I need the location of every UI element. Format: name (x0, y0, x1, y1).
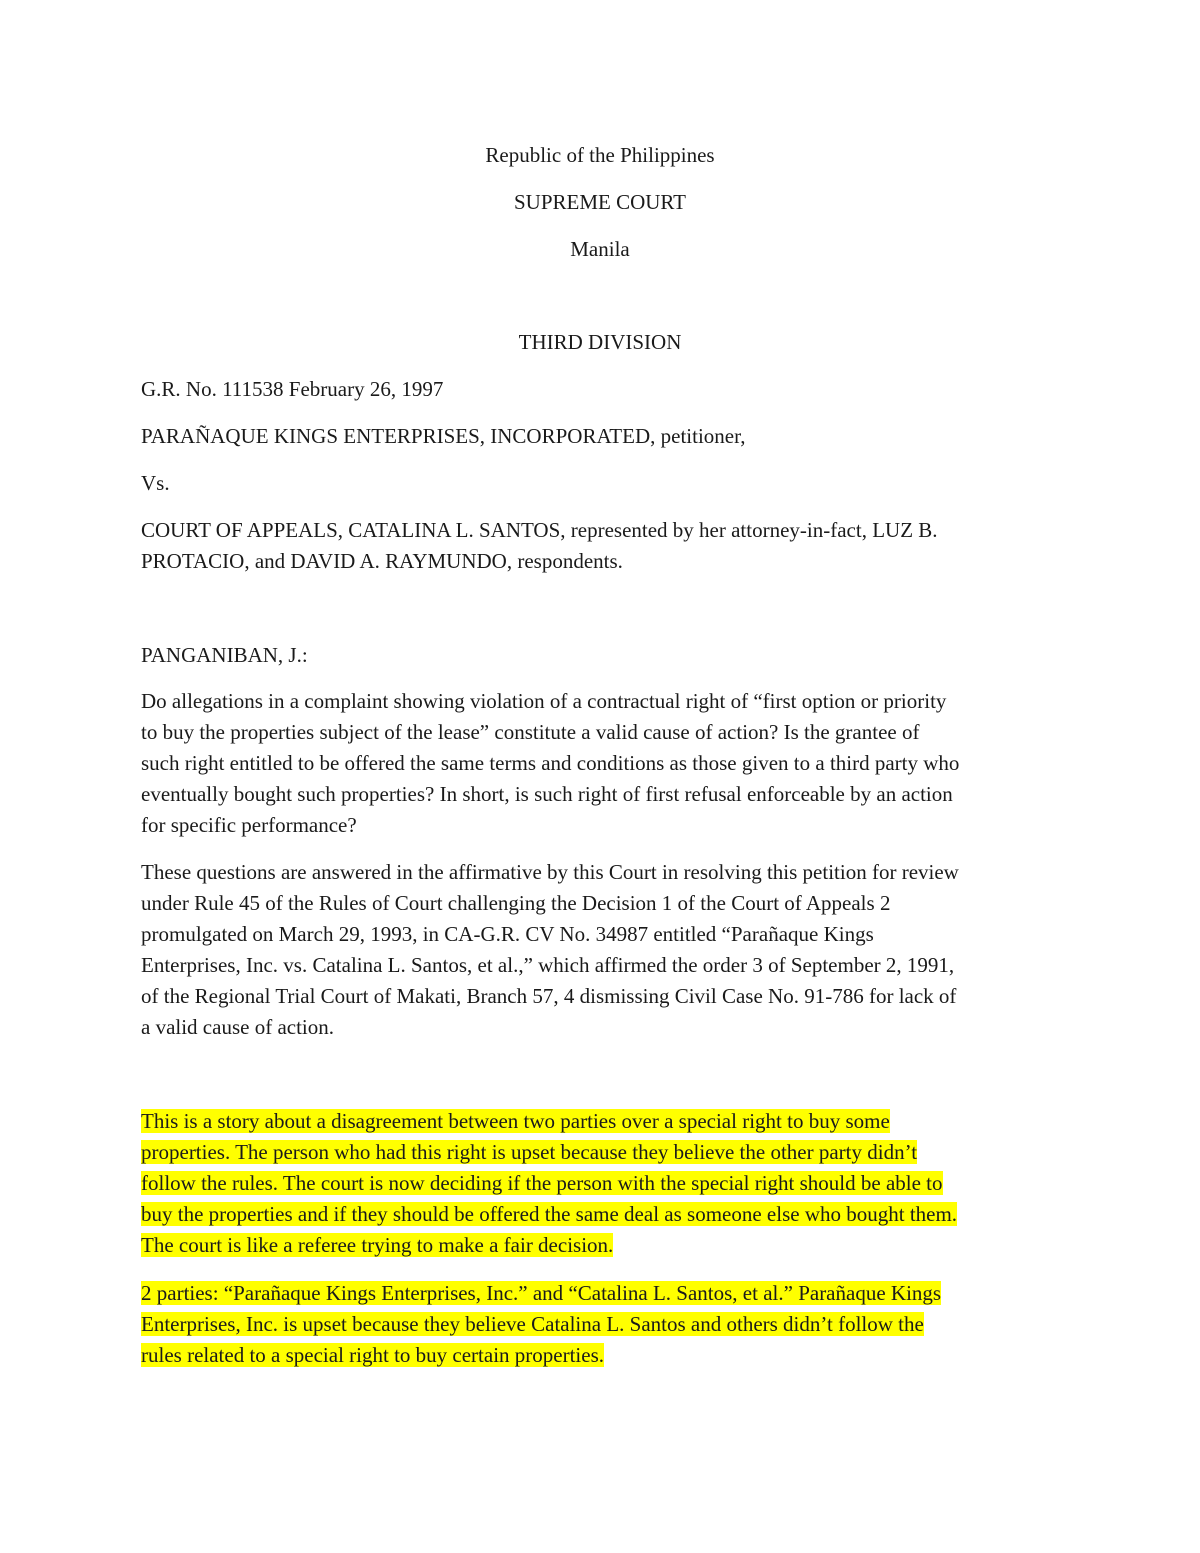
highlighted-line: properties. The person who had this right is upset because they believe the other party didn’t (141, 1140, 918, 1164)
paragraph-line: Do allegations in a complaint showing violation of a contractual right of “first option or priority (141, 689, 947, 713)
paragraph-line: eventually bought such properties? In short, is such right of first refusal enforceable by an action (141, 782, 953, 806)
paragraph-line: to buy the properties subject of the lease” constitute a valid cause of action? Is the grantee of (141, 720, 920, 744)
highlighted-line: Enterprises, Inc. is upset because they believe Catalina L. Santos and others didn’t follow the (141, 1312, 924, 1336)
highlighted-line: rules related to a special right to buy certain properties. (141, 1343, 604, 1367)
paragraph-line: of the Regional Trial Court of Makati, Branch 57, 4 dismissing Civil Case No. 91-786 for lack of (141, 984, 957, 1008)
city-heading: Manila (570, 237, 630, 261)
case-number-date: G.R. No. 111538 February 26, 1997 (141, 377, 444, 401)
paragraph-line: These questions are answered in the affirmative by this Court in resolving this petition for review (141, 860, 959, 884)
paragraph-line: Enterprises, Inc. vs. Catalina L. Santos, et al.,” which affirmed the order 3 of September 2, 1991, (141, 953, 955, 977)
body-paragraph-1 (141, 686, 1071, 841)
paragraph-line: for specific performance? (141, 813, 357, 837)
body-paragraph-2 (141, 857, 1071, 1043)
respondents-line: COURT OF APPEALS, CATALINA L. SANTOS, represented by her attorney-in-fact, LUZ B. (141, 518, 938, 542)
ponente-line: PANGANIBAN, J.: (141, 643, 308, 667)
highlighted-line: 2 parties: “Parañaque Kings Enterprises, Inc.” and “Catalina L. Santos, et al.” Parañaque Kings (141, 1281, 942, 1305)
paragraph-line: under Rule 45 of the Rules of Court challenging the Decision 1 of the Court of Appeals 2 (141, 891, 891, 915)
versus-line: Vs. (141, 471, 170, 495)
highlighted-line: follow the rules. The court is now deciding if the person with the special right should be able to (141, 1171, 943, 1195)
court-heading: SUPREME COURT (513, 190, 687, 214)
highlighted-line: buy the properties and if they should be offered the same deal as someone else who bought them. (141, 1202, 958, 1226)
paragraph-line: promulgated on March 29, 1993, in CA-G.R. CV No. 34987 entitled “Parañaque Kings (141, 922, 874, 946)
paragraph-line: such right entitled to be offered the same terms and conditions as those given to a third party who (141, 751, 960, 775)
highlighted-line: This is a story about a disagreement between two parties over a special right to buy some (141, 1109, 890, 1133)
highlighted-parties-note (141, 1278, 1071, 1371)
republic-heading: Republic of the Philippines (485, 143, 715, 167)
highlighted-summary-note (141, 1106, 1071, 1261)
division-heading: THIRD DIVISION (518, 330, 682, 354)
paragraph-line: a valid cause of action. (141, 1015, 334, 1039)
highlighted-line: The court is like a referee trying to make a fair decision. (141, 1233, 614, 1257)
respondents-paragraph (141, 515, 1071, 577)
respondents-line: PROTACIO, and DAVID A. RAYMUNDO, respondents. (141, 549, 623, 573)
petitioner-line: PARAÑAQUE KINGS ENTERPRISES, INCORPORATED, petitioner, (141, 424, 746, 448)
